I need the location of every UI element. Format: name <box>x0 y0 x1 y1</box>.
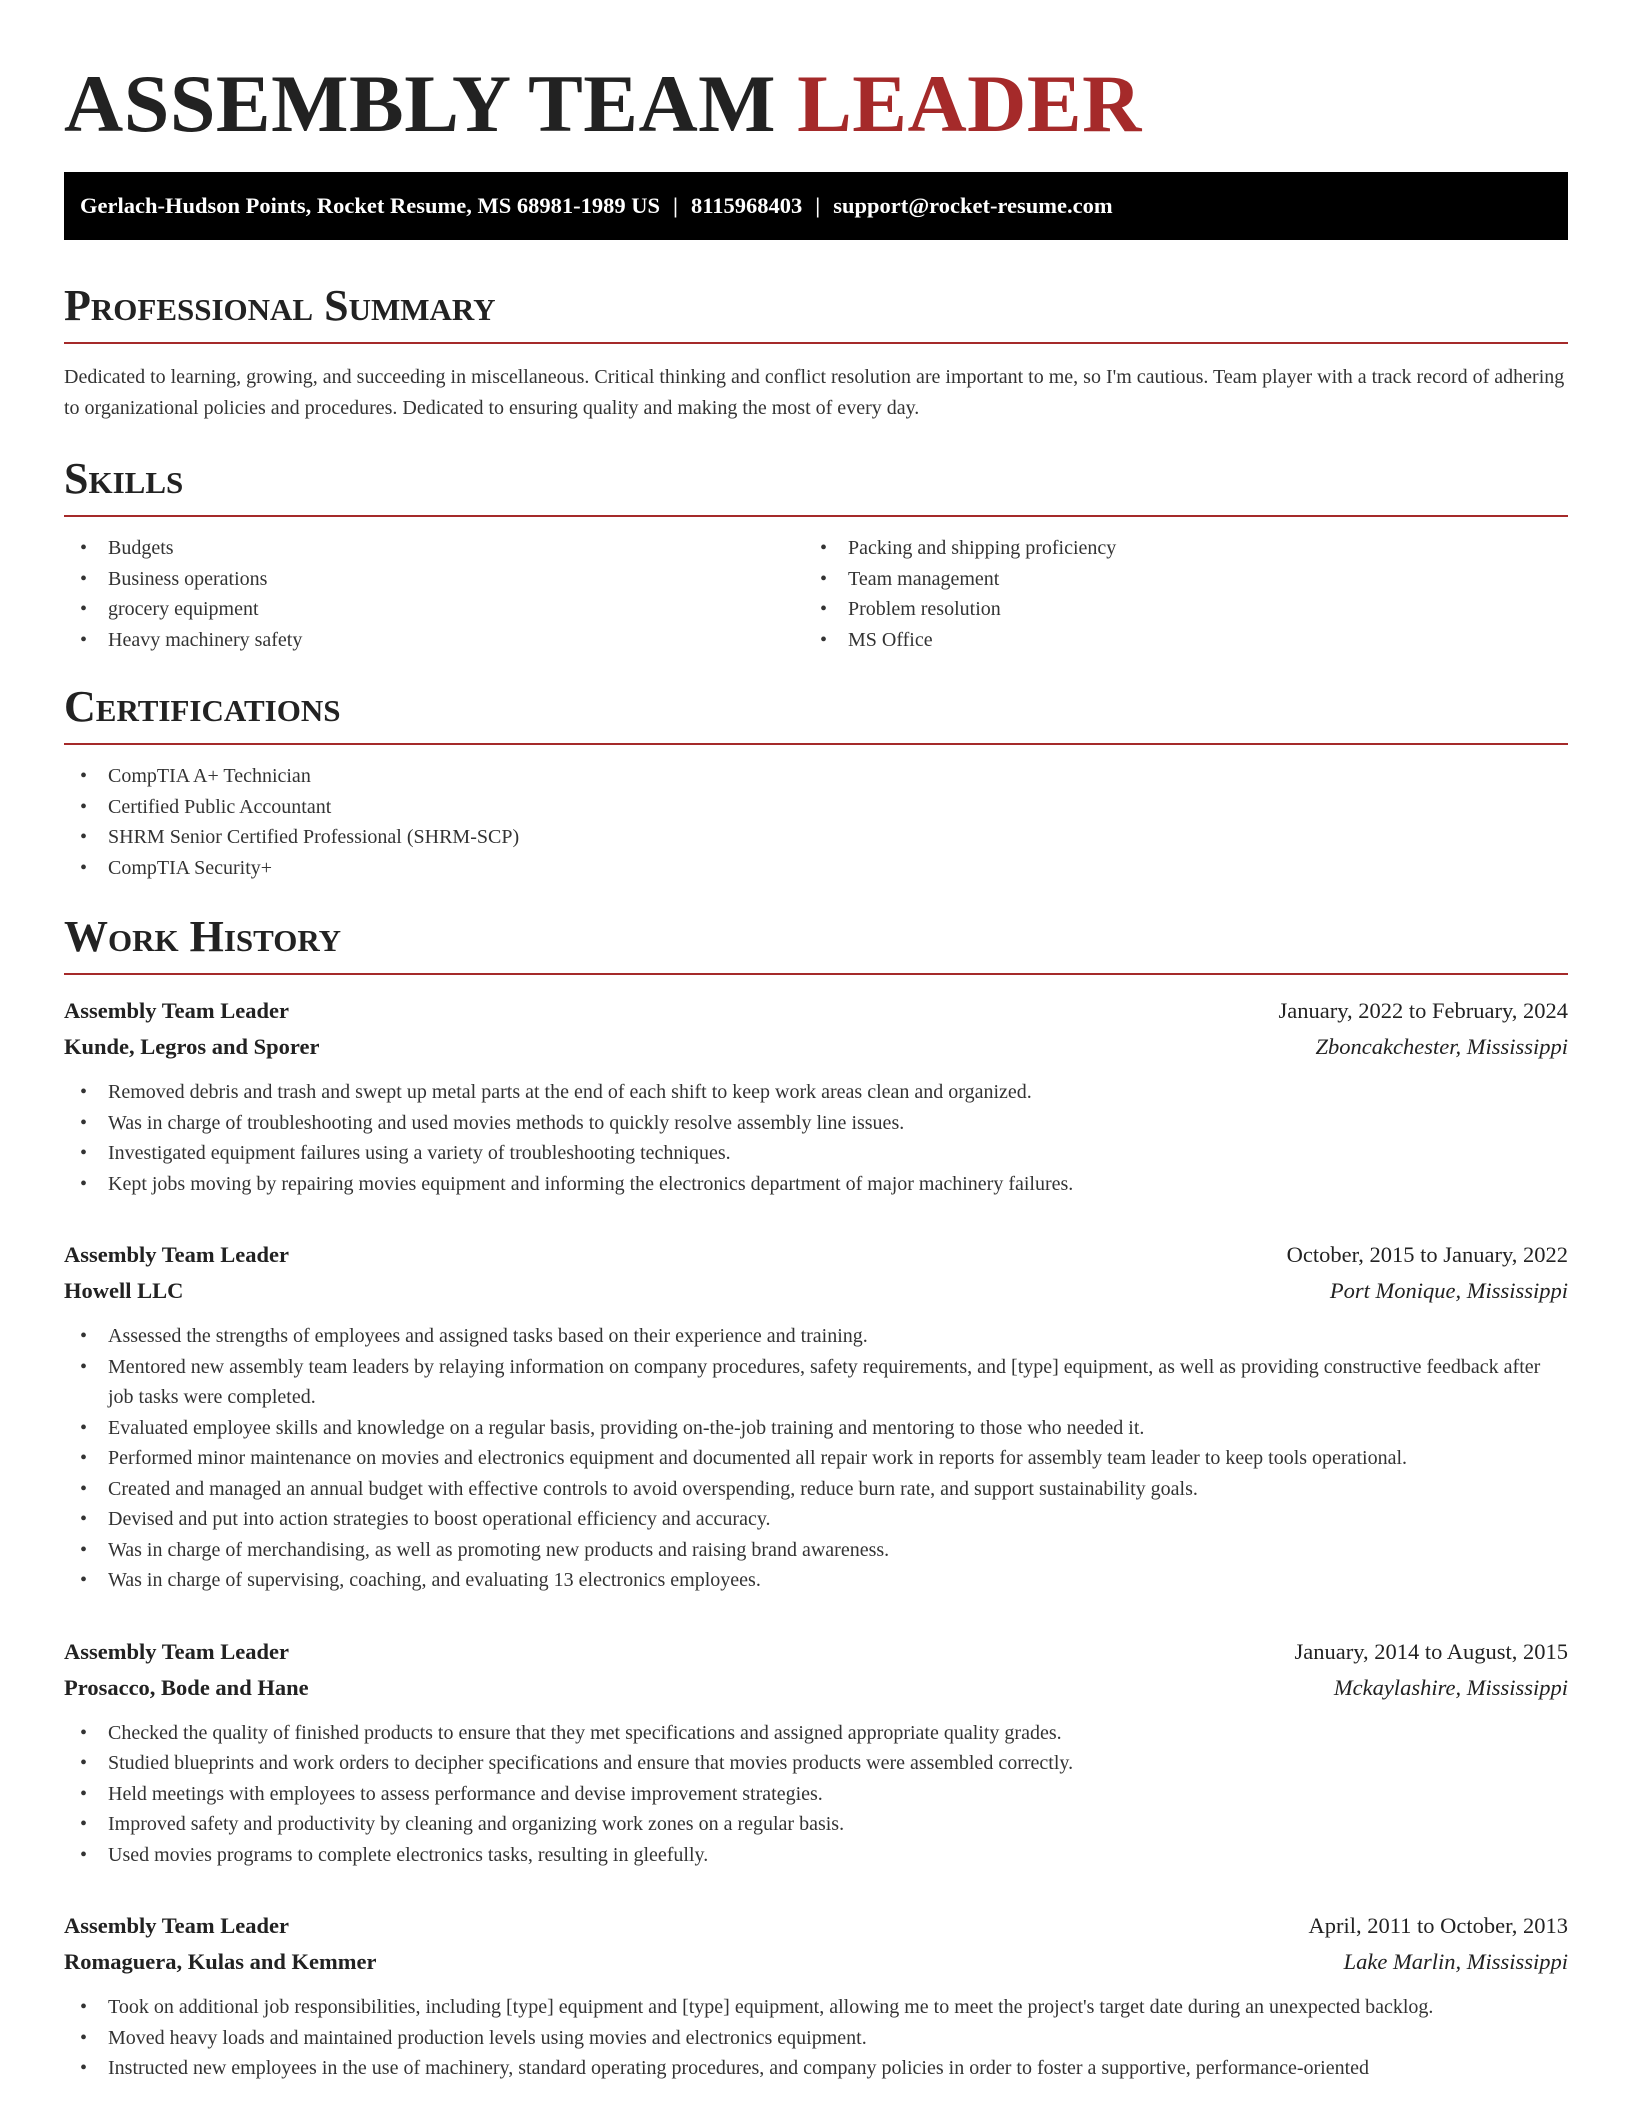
job-bullet: • Used movies programs to complete electronics tasks, resulting in gleefully. <box>64 1840 1568 1871</box>
skill-item: • grocery equipment <box>64 594 804 625</box>
job-location: Lake Marlin, Mississippi <box>1343 1949 1568 1974</box>
job-bullet: • Was in charge of troubleshooting and used movies methods to quickly resolve assembly line issues. <box>64 1108 1568 1139</box>
certification-item: • SHRM Senior Certified Professional (SHRM-SCP) <box>64 822 1568 853</box>
job-company: Romaguera, Kulas and Kemmer <box>64 1949 377 1974</box>
job-bullet: • Instructed new employees in the use of machinery, standard operating procedures, and company policies in order to foster a supportive, performance-oriented <box>64 2053 1568 2084</box>
job-title: Assembly Team Leader <box>64 1638 289 1664</box>
job-company-row <box>64 1273 1568 1309</box>
job-title: Assembly Team Leader <box>64 1913 289 1938</box>
job-bullet: • Created and managed an annual budget with effective controls to avoid overspending, reduce burn rate, and support sustainability goals. <box>64 1474 1568 1505</box>
section-title-certifications: Certifications <box>64 683 1568 745</box>
contact-address: Gerlach-Hudson Points, Rocket Resume, MS 68981-1989 US <box>80 193 660 218</box>
job-location: Port Monique, Mississippi <box>1329 1278 1568 1303</box>
job-bullet: • Assessed the strengths of employees and assigned tasks based on their experience and training. <box>64 1321 1568 1352</box>
contact-separator: | <box>673 193 678 218</box>
skill-item: • Business operations <box>64 564 804 595</box>
job-company-row <box>64 1944 1568 1980</box>
name-accent-part: LEADER <box>797 58 1142 149</box>
job-bullet: • Evaluated employee skills and knowledge on a regular basis, providing on-the-job training and mentoring to those who needed it. <box>64 1413 1568 1444</box>
job-bullet: • Investigated equipment failures using a variety of troubleshooting techniques. <box>64 1138 1568 1169</box>
job-dates: April, 2011 to October, 2013 <box>1308 1913 1568 1938</box>
skills-section <box>64 455 1568 655</box>
job-responsibilities <box>64 1992 1568 2084</box>
job-bullet: • Removed debris and trash and swept up metal parts at the end of each shift to keep work areas clean and organized. <box>64 1077 1568 1108</box>
skill-item: • Team management <box>804 564 1544 595</box>
job-bullet: • Performed minor maintenance on movies and electronics equipment and documented all repair work in reports for assembly team leader to keep tools operational. <box>64 1443 1568 1474</box>
job-company: Kunde, Legros and Sporer <box>64 1034 320 1059</box>
job-title: Assembly Team Leader <box>64 1242 289 1267</box>
name-first-part: ASSEMBLY TEAM <box>64 58 777 149</box>
job-bullet: • Checked the quality of finished products to ensure that they met specifications and assigned appropriate quality grades. <box>64 1718 1568 1749</box>
job-bullet: • Mentored new assembly team leaders by relaying information on company procedures, safety requirements, and [type] equipment, as well as providing constructive feedback after job tasks were completed. <box>64 1352 1568 1413</box>
job-dates: October, 2015 to January, 2022 <box>1286 1242 1568 1267</box>
contact-bar <box>64 172 1568 240</box>
certification-item: • CompTIA A+ Technician <box>64 761 1568 792</box>
skills-right-column <box>804 533 1544 655</box>
job-header-row <box>64 1634 1568 1670</box>
job-company-row <box>64 1029 1568 1065</box>
job-location: Zboncakchester, Mississippi <box>1315 1034 1568 1059</box>
job-bullet: • Was in charge of supervising, coaching, and evaluating 13 electronics employees. <box>64 1565 1568 1596</box>
job-entry <box>64 1634 1568 1871</box>
job-bullet: • Took on additional job responsibilities, including [type] equipment and [type] equipment, allowing me to meet the project's target date during an unexpected backlog. <box>64 1992 1568 2023</box>
job-entry <box>64 1908 1568 2084</box>
job-responsibilities <box>64 1077 1568 1199</box>
work-history-section <box>64 913 1568 2084</box>
skill-item: • Packing and shipping proficiency <box>804 533 1544 564</box>
certifications-list <box>64 761 1568 883</box>
certifications-section <box>64 683 1568 883</box>
job-company-row <box>64 1670 1568 1706</box>
professional-summary-section <box>64 282 1568 423</box>
skill-item: • MS Office <box>804 625 1544 656</box>
certification-item: • Certified Public Accountant <box>64 792 1568 823</box>
certification-item: • CompTIA Security+ <box>64 853 1568 884</box>
section-title-summary: Professional Summary <box>64 282 1568 344</box>
job-entry <box>64 993 1568 1199</box>
job-dates: January, 2022 to February, 2024 <box>1278 998 1568 1023</box>
contact-phone: 8115968403 <box>690 193 803 218</box>
job-responsibilities <box>64 1321 1568 1596</box>
section-title-work-history: Work History <box>64 913 1568 975</box>
job-bullet: • Improved safety and productivity by cleaning and organizing work zones on a regular basis. <box>64 1809 1568 1840</box>
job-location: Mckaylashire, Mississippi <box>1333 1674 1568 1700</box>
job-header-row <box>64 1908 1568 1944</box>
job-entry <box>64 1237 1568 1596</box>
contact-email: support@rocket-resume.com <box>833 193 1113 218</box>
job-responsibilities <box>64 1718 1568 1871</box>
job-bullet: • Studied blueprints and work orders to decipher specifications and ensure that movies products were assembled correctly. <box>64 1748 1568 1779</box>
job-bullet: • Devised and put into action strategies to boost operational efficiency and accuracy. <box>64 1504 1568 1535</box>
job-bullet: • Was in charge of merchandising, as well as promoting new products and raising brand awareness. <box>64 1535 1568 1566</box>
job-dates: January, 2014 to August, 2015 <box>1294 1638 1568 1664</box>
summary-text: Dedicated to learning, growing, and succeeding in miscellaneous. Critical thinking and conflict resolution are important to me, so I'm cautious. Team player with a track record of adhering to organizational policies and procedures. Dedicated to ensuring quality and making the most of every day. <box>64 366 1565 419</box>
job-bullet: • Moved heavy loads and maintained production levels using movies and electronics equipment. <box>64 2023 1568 2054</box>
contact-separator: | <box>815 193 821 218</box>
job-header-row <box>64 993 1568 1029</box>
resume-name <box>64 56 1568 152</box>
skill-item: • Budgets <box>64 533 804 564</box>
job-company: Howell LLC <box>64 1278 184 1303</box>
job-bullet: • Kept jobs moving by repairing movies equipment and informing the electronics department of major machinery failures. <box>64 1169 1568 1200</box>
job-title: Assembly Team Leader <box>64 998 289 1023</box>
section-title-skills: Skills <box>64 455 1568 517</box>
skills-grid <box>64 533 1568 655</box>
job-bullet: • Held meetings with employees to assess performance and devise improvement strategies. <box>64 1779 1568 1810</box>
job-header-row <box>64 1237 1568 1273</box>
skill-item: • Heavy machinery safety <box>64 625 804 656</box>
skill-item: • Problem resolution <box>804 594 1544 625</box>
skills-left-column <box>64 533 804 655</box>
job-company: Prosacco, Bode and Hane <box>64 1674 309 1700</box>
